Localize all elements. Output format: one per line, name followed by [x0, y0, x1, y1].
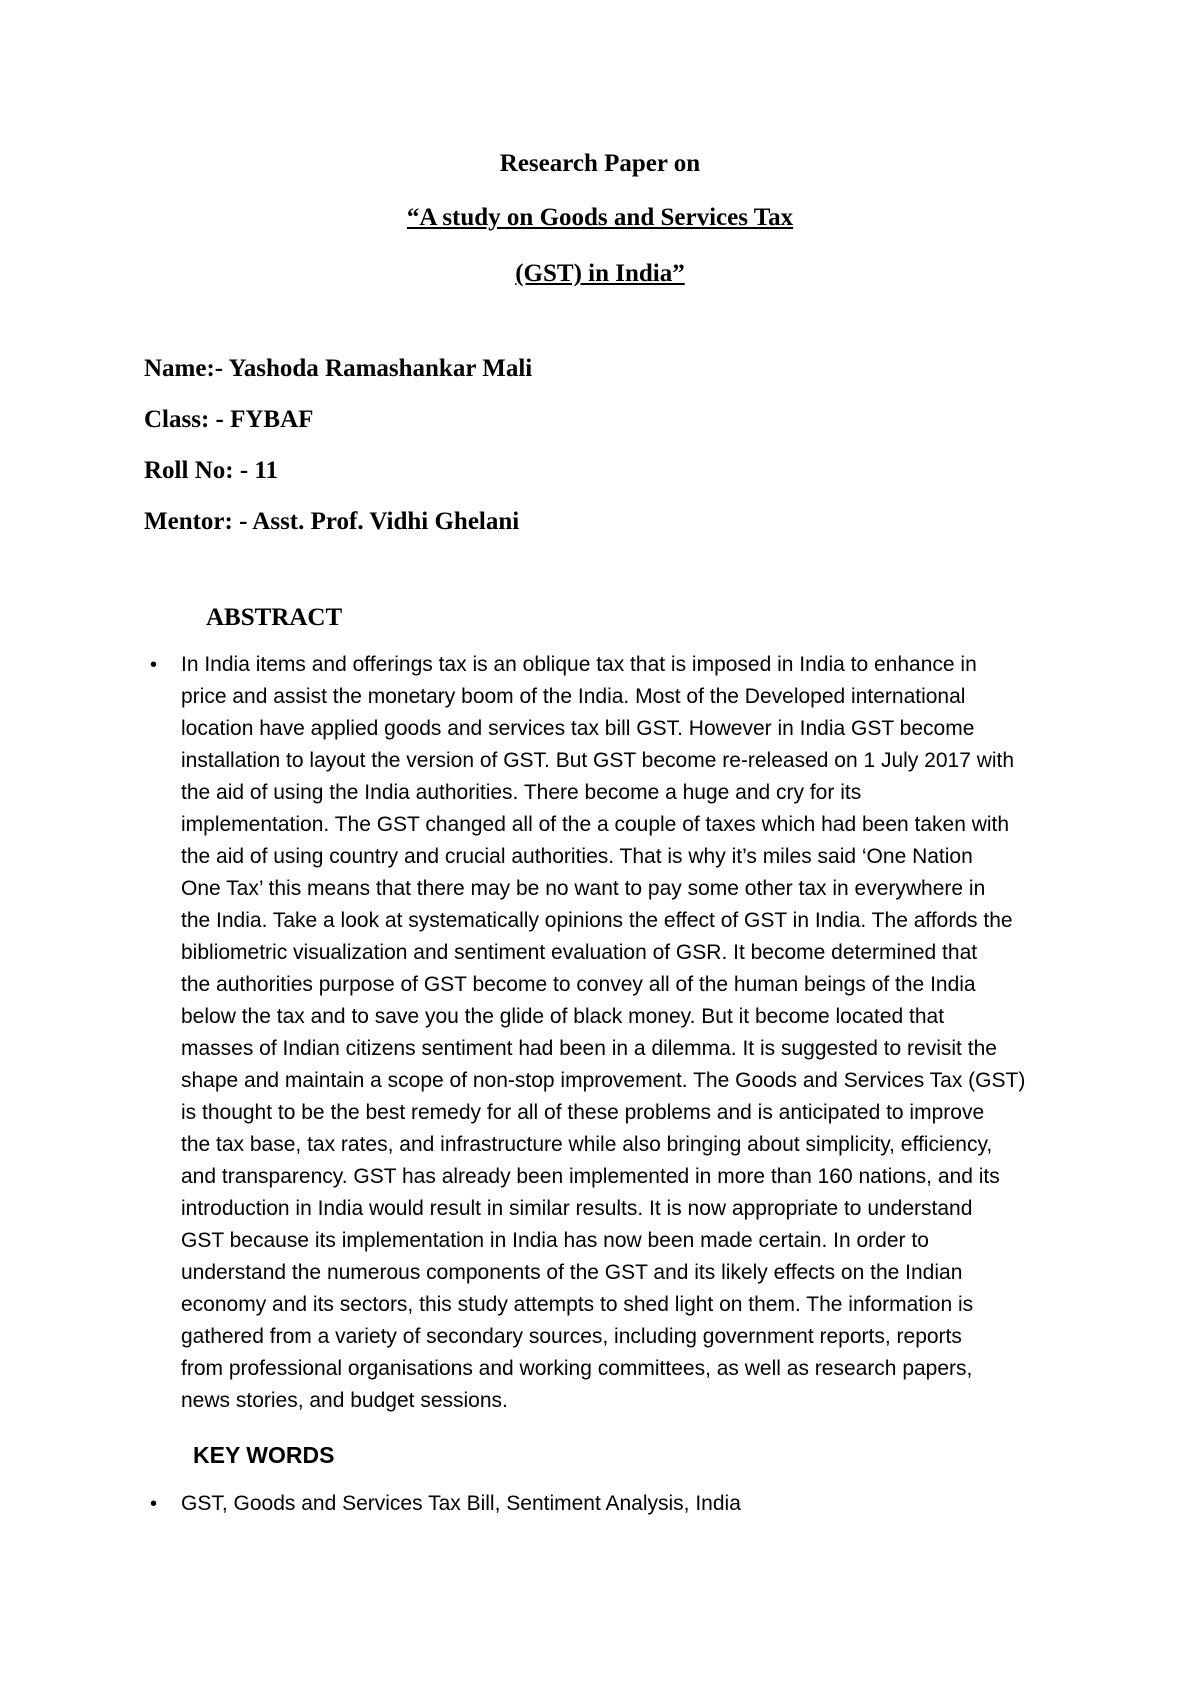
abstract-line: introduction in India would result in similar results. It is now appropriate to understand [181, 1197, 973, 1220]
abstract-line: the aid of using country and crucial authorities. That is why it’s miles said ‘One Nation [181, 845, 973, 868]
abstract-line: location have applied goods and services tax bill GST. However in India GST become [181, 717, 975, 740]
author-roll-no: Roll No: - 11 [144, 457, 279, 484]
abstract-line: installation to layout the version of GST. But GST become re-released on 1 July 2017 with [181, 749, 1015, 772]
author-mentor: Mentor: - Asst. Prof. Vidhi Ghelani [144, 508, 520, 535]
abstract-heading: ABSTRACT [206, 604, 343, 631]
abstract-bullet: • [150, 654, 158, 676]
keywords-bullet: • [150, 1493, 158, 1515]
abstract-line: In India items and offerings tax is an oblique tax that is imposed in India to enhance in [181, 653, 977, 676]
abstract-line: GST because its implementation in India has now been made certain. In order to [181, 1229, 929, 1252]
abstract-line: the authorities purpose of GST become to convey all of the human beings of the India [181, 973, 976, 996]
abstract-line: shape and maintain a scope of non-stop improvement. The Goods and Services Tax (GST) [181, 1069, 1026, 1092]
keywords-text: GST, Goods and Services Tax Bill, Sentiment Analysis, India [181, 1492, 741, 1515]
abstract-line: is thought to be the best remedy for all of these problems and is anticipated to improve [181, 1101, 985, 1124]
abstract-line: bibliometric visualization and sentiment evaluation of GSR. It become determined that [181, 941, 978, 964]
abstract-line: the tax base, tax rates, and infrastructure while also bringing about simplicity, efficiency, [181, 1133, 993, 1156]
abstract-line: One Tax’ this means that there may be no want to pay some other tax in everywhere in [181, 877, 986, 900]
abstract-line: masses of Indian citizens sentiment had been in a dilemma. It is suggested to revisit the [181, 1037, 997, 1060]
title-line-2: “A study on Goods and Services Tax [406, 204, 794, 231]
abstract-line: economy and its sectors, this study attempts to shed light on them. The information is [181, 1293, 974, 1316]
abstract-line: from professional organisations and working committees, as well as research papers, [181, 1357, 973, 1380]
abstract-line: the India. Take a look at systematically opinions the effect of GST in India. The affords the [181, 909, 1013, 932]
abstract-line: below the tax and to save you the glide of black money. But it become located that [181, 1005, 945, 1028]
abstract-line: the aid of using the India authorities. There become a huge and cry for its [181, 781, 862, 804]
abstract-line: news stories, and budget sessions. [181, 1389, 508, 1412]
abstract-line: gathered from a variety of secondary sources, including government reports, reports [181, 1325, 962, 1348]
abstract-line: price and assist the monetary boom of the India. Most of the Developed international [181, 685, 966, 708]
title-line-1: Research Paper on [499, 150, 701, 177]
title-line-3: (GST) in India” [515, 260, 685, 287]
author-class: Class: - FYBAF [144, 406, 314, 433]
keywords-heading: KEY WORDS [193, 1442, 335, 1468]
abstract-line: and transparency. GST has already been implemented in more than 160 nations, and its [181, 1165, 1000, 1188]
abstract-line: understand the numerous components of the GST and its likely effects on the Indian [181, 1261, 963, 1284]
author-name: Name:- Yashoda Ramashankar Mali [144, 355, 533, 382]
abstract-line: implementation. The GST changed all of the a couple of taxes which had been taken with [181, 813, 1010, 836]
abstract-paragraph [181, 649, 1071, 1417]
